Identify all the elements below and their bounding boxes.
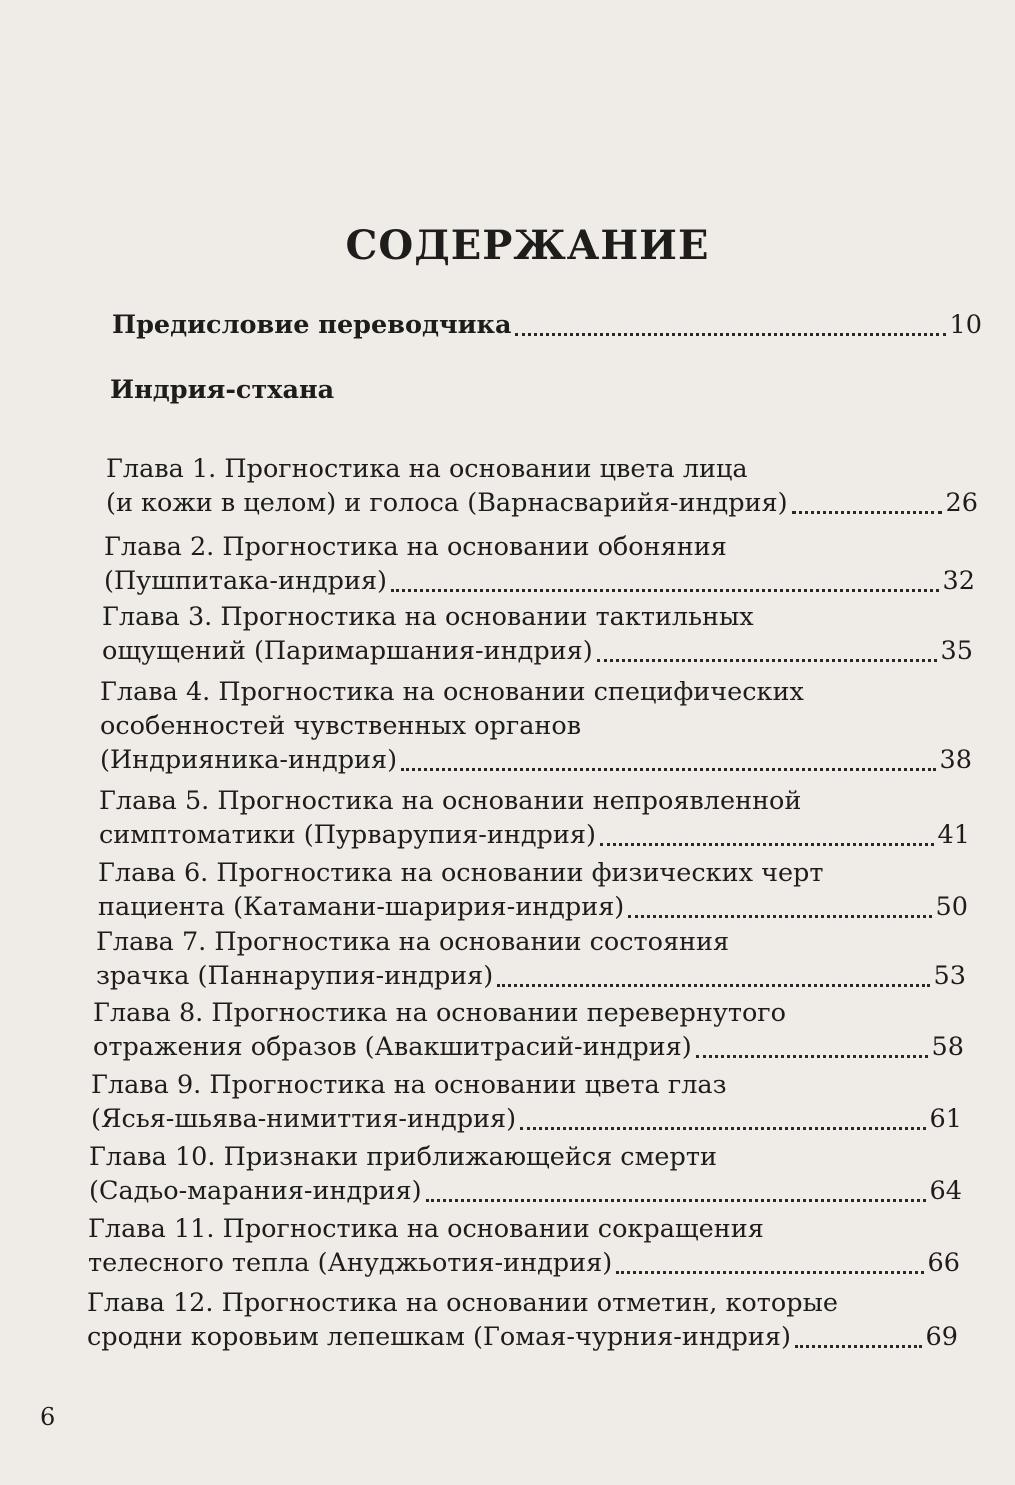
toc-entry-line: Глава 1. Прогностика на основании цвета лица — [106, 454, 748, 484]
toc-entry-line: симптоматики (Пурварупия-индрия) — [99, 820, 596, 850]
toc-entry-chapter-5[interactable] — [99, 784, 970, 852]
toc-entry-chapter-10[interactable] — [89, 1140, 962, 1208]
toc-entry-line: телесного тепла (Ануджьотия-индрия) — [88, 1248, 613, 1278]
toc-entry-line: Глава 8. Прогностика на основании перевернутого — [93, 998, 787, 1028]
leader-dots — [792, 511, 942, 514]
leader-dots — [616, 1271, 923, 1274]
toc-entry-line: пациента (Катамани-шаририя-индрия) — [98, 892, 625, 922]
toc-entry-line: отражения образов (Авакшитрасий-индрия) — [93, 1032, 692, 1062]
toc-entry-chapter-2[interactable] — [104, 530, 975, 598]
toc-page-number: 50 — [935, 892, 968, 922]
section-heading: Индрия-стхана — [110, 375, 335, 405]
toc-entry-line: (и кожи в целом) и голоса (Варнасварийя-индрия) — [106, 488, 788, 518]
toc-entry-line: зрачка (Паннарупия-индрия) — [96, 961, 494, 991]
toc-page-number: 58 — [931, 1032, 964, 1062]
toc-page-number: 35 — [940, 636, 973, 666]
toc-entry-label: Предисловие переводчика — [112, 310, 512, 340]
toc-page-number: 38 — [939, 745, 972, 775]
toc-page-number: 26 — [945, 488, 978, 518]
toc-entry-line: Глава 9. Прогностика на основании цвета глаз — [91, 1070, 727, 1100]
leader-dots — [497, 984, 929, 987]
leader-dots — [401, 768, 935, 771]
toc-entry-line: (Пушпитака-индрия) — [104, 566, 388, 596]
toc-entry-chapter-9[interactable] — [91, 1068, 962, 1136]
toc-entry-line: Глава 4. Прогностика на основании специфических — [100, 677, 804, 707]
toc-entry-line: Глава 5. Прогностика на основании непроявленной — [99, 786, 802, 816]
page-number: 6 — [40, 1403, 56, 1431]
leader-dots — [696, 1055, 928, 1058]
toc-page-number: 66 — [927, 1248, 960, 1278]
toc-entry-chapter-8[interactable] — [93, 996, 964, 1064]
leader-dots — [628, 915, 931, 918]
toc-entry-chapter-12[interactable] — [87, 1286, 958, 1354]
toc-entry-line: (Ясья-шьява-нимиттия-индрия) — [91, 1104, 517, 1134]
leader-dots — [600, 843, 934, 846]
toc-entry-line: Глава 2. Прогностика на основании обоняния — [104, 532, 727, 562]
toc-page-number: 69 — [925, 1322, 958, 1352]
toc-entry-line: Глава 3. Прогностика на основании тактильных — [102, 602, 754, 632]
toc-page-number: 32 — [942, 566, 975, 596]
toc-entry-line: (Садьо-марания-индрия) — [89, 1176, 422, 1206]
toc-entry-chapter-11[interactable] — [88, 1212, 960, 1280]
toc-page-number: 10 — [949, 310, 982, 340]
page-title: СОДЕРЖАНИЕ — [345, 222, 710, 269]
leader-dots — [795, 1345, 922, 1348]
toc-entry-line: Глава 12. Прогностика на основании отметин, которые — [87, 1288, 838, 1318]
toc-entry-line: сродни коровьим лепешкам (Гомая-чурния-индрия) — [87, 1322, 791, 1352]
toc-entry-line: Глава 11. Прогностика на основании сокращения — [88, 1214, 764, 1244]
toc-entry-line: Глава 7. Прогностика на основании состояния — [96, 927, 730, 957]
toc-entry-line: Глава 10. Признаки приближающейся смерти — [89, 1142, 717, 1172]
leader-dots — [597, 659, 937, 662]
leader-dots — [426, 1199, 926, 1202]
toc-entry-line: Глава 6. Прогностика на основании физических черт — [98, 858, 824, 888]
leader-dots — [391, 589, 939, 592]
toc-page-number: 41 — [937, 820, 970, 850]
toc-entry-chapter-4[interactable] — [100, 675, 972, 777]
toc-entry-chapter-3[interactable] — [102, 600, 973, 668]
toc-page-number: 64 — [929, 1176, 962, 1206]
toc-entry-chapter-6[interactable] — [98, 856, 968, 924]
toc-entry-chapter-1[interactable] — [106, 452, 978, 520]
toc-entry-line: ощущений (Паримаршания-индрия) — [102, 636, 593, 666]
toc-page-number: 61 — [929, 1104, 962, 1134]
toc-entry-chapter-7[interactable] — [96, 925, 966, 993]
toc-entry-line: особенностей чувственных органов — [100, 711, 582, 741]
toc-entry-line: (Индрияника-индрия) — [100, 745, 398, 775]
leader-dots — [520, 1127, 926, 1130]
toc-page-number: 53 — [933, 961, 966, 991]
